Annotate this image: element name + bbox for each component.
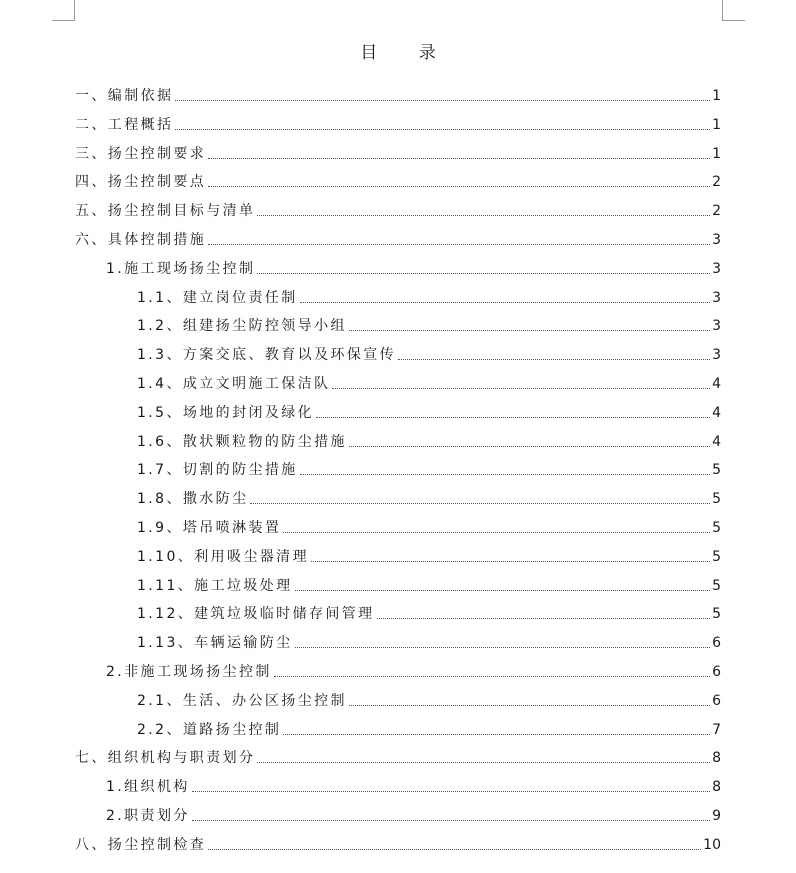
toc-entry[interactable] [137, 537, 721, 566]
toc-entry[interactable] [137, 393, 721, 422]
toc-entry-page-number: 4 [712, 376, 721, 392]
toc-entry-page-number: 6 [712, 692, 721, 709]
toc-entry-label: 1.组织机构 [106, 779, 190, 796]
toc-entry-label: 2.职责划分 [106, 808, 190, 824]
toc-entry[interactable] [137, 422, 721, 451]
toc-entry[interactable] [137, 623, 721, 652]
toc-entry-label: 1.8、撒水防尘 [137, 491, 249, 508]
toc-leader-dots [349, 330, 710, 331]
toc-entry[interactable] [137, 450, 721, 479]
toc-entry-page-number: 7 [712, 721, 721, 738]
toc-entry[interactable] [137, 364, 721, 393]
toc-entry-page-number: 6 [712, 635, 721, 652]
toc-entry-label: 七、组织机构与职责划分 [75, 750, 256, 767]
toc-entry[interactable] [106, 767, 721, 796]
toc-entry[interactable] [137, 566, 721, 595]
toc-leader-dots [208, 186, 710, 187]
toc-entry[interactable] [106, 652, 721, 681]
toc-leader-dots [257, 273, 710, 274]
toc-leader-dots [300, 302, 710, 303]
toc-entry-label: 2.非施工现场扬尘控制 [106, 664, 272, 680]
toc-leader-dots [332, 388, 710, 389]
toc-entry-label: 1.11、施工垃圾处理 [137, 577, 293, 594]
toc-entry-label: 1.2、组建扬尘防控领导小组 [137, 318, 347, 335]
toc-entry-label: 五、扬尘控制目标与清单 [75, 203, 256, 220]
toc-leader-dots [250, 503, 710, 504]
toc-entry[interactable] [137, 306, 721, 335]
toc-entry-page-number: 3 [712, 289, 721, 306]
toc-entry-label: 1.4、成立文明施工保洁队 [137, 376, 331, 392]
toc-entry-page-number: 10 [703, 836, 721, 853]
toc-entry[interactable] [75, 162, 721, 191]
toc-entry-page-number: 1 [712, 88, 721, 104]
toc-entry-label: 1.9、塔吊喷淋装置 [137, 520, 282, 536]
toc-entry-label: 四、扬尘控制要点 [75, 174, 207, 191]
page-corner-mark-right [722, 0, 745, 21]
toc-leader-dots [274, 676, 710, 677]
toc-entry-label: 1.3、方案交底、教育以及环保宣传 [137, 347, 397, 364]
toc-entry-page-number: 2 [712, 203, 721, 220]
toc-entry-label: 1.1、建立岗位责任制 [137, 289, 298, 306]
toc-leader-dots [295, 647, 711, 648]
toc-entry-label: 1.施工现场扬尘控制 [106, 260, 256, 277]
toc-leader-dots [295, 590, 711, 591]
toc-leader-dots [300, 474, 710, 475]
toc-leader-dots [175, 129, 710, 130]
toc-entry-label: 一、编制依据 [75, 88, 174, 104]
toc-entry-label: 三、扬尘控制要求 [75, 145, 207, 162]
toc-entry[interactable] [137, 710, 721, 739]
toc-entry[interactable] [75, 825, 721, 854]
toc-entry[interactable] [75, 220, 721, 249]
toc-entry-page-number: 9 [712, 808, 721, 824]
toc-entry[interactable] [106, 249, 721, 278]
toc-entry-label: 六、具体控制措施 [75, 232, 207, 248]
toc-leader-dots [208, 244, 710, 245]
toc-entry-label: 1.13、车辆运输防尘 [137, 635, 293, 652]
toc-leader-dots [257, 215, 710, 216]
toc-leader-dots [192, 791, 710, 792]
toc-entry-label: 1.6、散状颗粒物的防尘措施 [137, 433, 347, 450]
toc-entry[interactable] [75, 76, 721, 105]
toc-entry-page-number: 8 [712, 750, 721, 767]
toc-leader-dots [316, 417, 710, 418]
toc-entry[interactable] [106, 796, 721, 825]
toc-entry[interactable] [137, 681, 721, 710]
toc-leader-dots [192, 820, 710, 821]
toc-entry-label: 1.10、利用吸尘器清理 [137, 548, 309, 565]
toc-entry-page-number: 1 [712, 145, 721, 162]
toc-entry-label: 1.5、场地的封闭及绿化 [137, 404, 315, 421]
toc-entry[interactable] [137, 335, 721, 364]
toc-leader-dots [283, 532, 710, 533]
toc-entry-page-number: 4 [712, 404, 721, 421]
toc-entry-page-number: 8 [712, 779, 721, 796]
toc-entry-page-number: 6 [712, 664, 721, 680]
toc-entry-page-number: 3 [712, 232, 721, 248]
toc-entry-page-number: 5 [712, 577, 721, 594]
toc-leader-dots [398, 359, 710, 360]
toc-leader-dots [208, 158, 710, 159]
toc-leader-dots [311, 561, 710, 562]
toc-entry-label: 2.2、道路扬尘控制 [137, 721, 282, 738]
toc-entry[interactable] [137, 508, 721, 537]
toc-entry-page-number: 3 [712, 347, 721, 364]
toc-entry[interactable] [75, 191, 721, 220]
toc-entry-page-number: 5 [712, 462, 721, 479]
toc-leader-dots [257, 762, 710, 763]
toc-leader-dots [349, 446, 710, 447]
toc-entry-label: 二、工程概括 [75, 116, 174, 133]
toc-leader-dots [349, 705, 710, 706]
toc-leader-dots [377, 618, 711, 619]
toc-entry-page-number: 1 [712, 116, 721, 133]
toc-entry[interactable] [137, 278, 721, 307]
toc-entry-page-number: 5 [712, 548, 721, 565]
toc-entry-page-number: 5 [712, 520, 721, 536]
toc-entry-label: 1.12、建筑垃圾临时储存间管理 [137, 606, 375, 623]
page-corner-mark-left [52, 0, 75, 21]
toc-entry-page-number: 5 [712, 491, 721, 508]
toc-entry-page-number: 3 [712, 318, 721, 335]
toc-entry[interactable] [75, 105, 721, 134]
toc-leader-dots [283, 734, 710, 735]
toc-entry[interactable] [137, 479, 721, 508]
toc-leader-dots [208, 849, 701, 850]
toc-leader-dots [175, 100, 710, 101]
toc-entry-page-number: 5 [712, 606, 721, 623]
toc-entry-label: 1.7、切割的防尘措施 [137, 462, 298, 479]
toc-entry[interactable] [137, 594, 721, 623]
toc-entry-label: 八、扬尘控制检查 [75, 836, 207, 853]
toc-entry-label: 2.1、生活、办公区扬尘控制 [137, 692, 347, 709]
toc-entry[interactable] [75, 738, 721, 767]
toc-entry-page-number: 4 [712, 433, 721, 450]
toc-title: 目 录 [360, 43, 454, 63]
toc-entry-page-number: 3 [712, 260, 721, 277]
toc-entry-page-number: 2 [712, 174, 721, 191]
toc-entry[interactable] [75, 134, 721, 163]
